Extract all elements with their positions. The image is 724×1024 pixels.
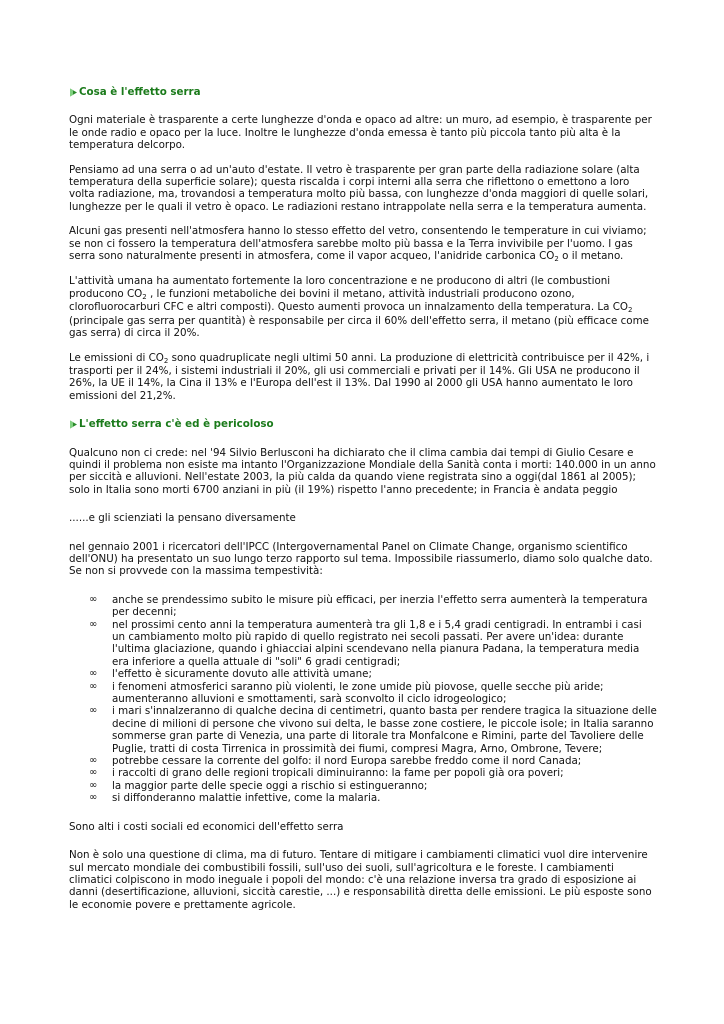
- list-item-text: nel prossimi cento anni la temperatura aumenterà tra gli 1,8 e i 5,4 gradi centigradi. In entrambi i casi un cambiamento molto più rapido di quello registrato nei secoli passati. Per avere un'idea: durante l'ultima glaciazione, quando i ghiacciai alpini scendevano nella pianura Padana, la temperatura media era inferiore a quella attuale di "soli" 6 gradi centigradi;: [112, 618, 642, 668]
- infinity-bullet-icon: ∞: [89, 680, 98, 692]
- list-item: [69, 594, 657, 619]
- paragraph: [69, 352, 657, 403]
- infinity-bullet-icon: ∞: [89, 792, 98, 804]
- list-item: [69, 619, 657, 669]
- paragraph-text: (principale gas serra per quantità) è responsabile per circa il 60% dell'effetto serra, il metano (più efficace come gas serra) di circa il 20%.: [69, 314, 649, 340]
- paragraph-text: L'attività umana ha aumentato fortemente la loro concentrazione e ne producono di altri (le combustioni producono CO: [69, 275, 611, 300]
- list-item: [69, 767, 657, 779]
- paragraph-text: Alcuni gas presenti nell'atmosfera hanno lo stesso effetto del vetro, consentendo le temperature in cui viviamo; se non ci fossero la temperatura dell'atmosfera sarebbe molto più bassa e la Terra invivibile per l'uomo. I gas serra sono naturalmente presenti in atmosfera, come il vapor acqueo, l'anidride carbonica CO: [69, 225, 647, 263]
- list-item: [69, 668, 657, 680]
- list-item: [69, 705, 657, 755]
- paragraph: Non è solo una questione di clima, ma di futuro. Tentare di mitigare i cambiamenti climatici vuol dire intervenire sul mercato mondiale dei combustibili fossili, sull'uso dei suoli, sull'agricoltura e le foreste. I cambiamenti climatici colpiscono in modo ineguale i popoli del mondo: c'è una relazione inversa tra grado di esposizione ai danni (desertificazione, alluvioni, siccità carestie, ...) e responsabilità diretta delle emissioni. Le più esposte sono le economie povere e prettamente agricole.: [69, 849, 652, 911]
- list-item: [69, 792, 657, 804]
- green-triangle-icon: [69, 420, 78, 429]
- list-item-text: anche se prendessimo subito le misure più efficaci, per inerzia l'effetto serra aumenterà la temperatura per decenni;: [112, 593, 648, 619]
- list-item-text: l'effetto è sicuramente dovuto alle attività umane;: [112, 668, 372, 681]
- green-triangle-icon: [69, 88, 78, 97]
- list-item: [69, 681, 657, 706]
- subscript: 2: [554, 255, 559, 264]
- subscript: 2: [142, 292, 147, 301]
- paragraph-text: Le emissioni di CO: [69, 351, 164, 364]
- paragraph: ......e gli scienziati la pensano diversamente: [69, 512, 296, 525]
- paragraph: [69, 225, 657, 263]
- paragraph: Sono alti i costi sociali ed economici dell'effetto serra: [69, 820, 344, 833]
- subscript: 2: [628, 306, 633, 315]
- paragraph-text: o il metano.: [558, 250, 624, 263]
- paragraph: Ogni materiale è trasparente a certe lunghezze d'onda e opaco ad altre: un muro, ad esempio, è trasparente per le onde radio e opaco per la luce. Inoltre le lunghezze d'onda emessa è tanto più piccola tanto più alta è la temperatura delcorpo.: [69, 114, 652, 152]
- paragraph-text: , le funzioni metaboliche dei bovini il metano, attività industriali producono ozono, clorofluorocarburi CFC e altri composti). Questo aumenti provoca un innalzamento della temperatura. La CO: [69, 287, 628, 314]
- list-item-text: i raccolti di grano delle regioni tropicali diminuiranno: la fame per popoli già ora poveri;: [112, 767, 564, 780]
- infinity-bullet-icon: ∞: [89, 779, 98, 791]
- ipcc-findings-list: [69, 594, 657, 805]
- infinity-bullet-icon: ∞: [89, 668, 98, 680]
- list-item-text: la maggior parte delle specie oggi a rischio si estingueranno;: [112, 779, 428, 792]
- infinity-bullet-icon: ∞: [89, 755, 98, 767]
- paragraph: [69, 275, 657, 339]
- list-item-text: i fenomeni atmosferici saranno più violenti, le zone umide più piovose, quelle secche più aride; aumenteranno alluvioni e smottamenti, sarà sconvolto il ciclo idrogeologico;: [112, 680, 604, 706]
- infinity-bullet-icon: ∞: [89, 767, 98, 779]
- list-item-text: si diffonderanno malattie infettive, come la malaria.: [112, 792, 381, 805]
- section-heading-danger: [69, 418, 657, 430]
- section-title: Cosa è l'effetto serra: [79, 86, 201, 98]
- section-title: L'effetto serra c'è ed è pericoloso: [79, 418, 274, 431]
- list-item-text: potrebbe cessare la corrente del golfo: il nord Europa sarebbe freddo come il nord Canada;: [112, 755, 582, 768]
- infinity-bullet-icon: ∞: [89, 618, 98, 630]
- paragraph: nel gennaio 2001 i ricercatori dell'IPCC (Intergovernamental Panel on Climate Change, organismo scientifico dell'ONU) ha presentato un suo lungo terzo rapporto sul tema. Impossibile riassumerlo, diamo solo qualche dato. Se non si provvede con la massima tempestività:: [69, 540, 653, 578]
- paragraph: Qualcuno non ci crede: nel '94 Silvio Berlusconi ha dichiarato che il clima cambia dai tempi di Giulio Cesare e quindi il problema non esiste ma intanto l'Organizzazione Mondiale della Sanità conta i morti: 140.000 in un anno per siccità e alluvioni. Nell'estate 2003, la più calda da quando viene registrata sino a oggi(dal 1861 al 2005); solo in Italia sono morti 6700 anziani in più (il 19%) rispetto l'anno precedente; in Francia è andata peggio: [69, 446, 656, 496]
- subscript: 2: [163, 356, 169, 365]
- infinity-bullet-icon: ∞: [89, 593, 98, 605]
- paragraph-text: sono quadruplicate negli ultimi 50 anni. La produzione di elettricità contribuisce per il 42%, i trasporti per il 24%, i sistemi industriali il 20%, gli usi commerciali e privati per il 14%. Gli USA ne producono il 26%, la UE il 14%, la Cina il 13% e l'Europa dell'est il 13%. Dal 1990 al 2000 gli USA hanno aumentato le loro emissioni del 21,2%.: [69, 351, 650, 402]
- paragraph: Pensiamo ad una serra o ad un'auto d'estate. Il vetro è trasparente per gran parte della radiazione solare (alta temperatura della superficie solare); questa riscalda i corpi interni alla serra che riflettono o emettono a loro volta radiazione, ma, trovandosi a temperatura molto più bassa, con lunghezze d'onda maggiori di quelle solari, lunghezze per le quali il vetro è opaco. Le radiazioni restano intrappolate nella serra e la temperatura aumenta.: [69, 163, 649, 213]
- document-page: [69, 86, 657, 911]
- list-item-text: i mari s'innalzeranno di qualche decina di centimetri, quanto basta per rendere tragica la situazione delle decine di milioni di persone che vivono sui delta, le basse zone costiere, le piccole isole; in Italia saranno sommerse gran parte di Venezia, una parte di litorale tra Monfalcone e Rimini, parte del Tavoliere delle Puglie, tratti di costa Tirrenica in prossimità dei fiumi, compresi Magra, Arno, Ombrone, Tevere;: [112, 705, 657, 755]
- infinity-bullet-icon: ∞: [89, 705, 98, 717]
- list-item: [69, 780, 657, 792]
- list-item: [69, 755, 657, 767]
- section-heading-greenhouse-effect: [69, 86, 657, 98]
